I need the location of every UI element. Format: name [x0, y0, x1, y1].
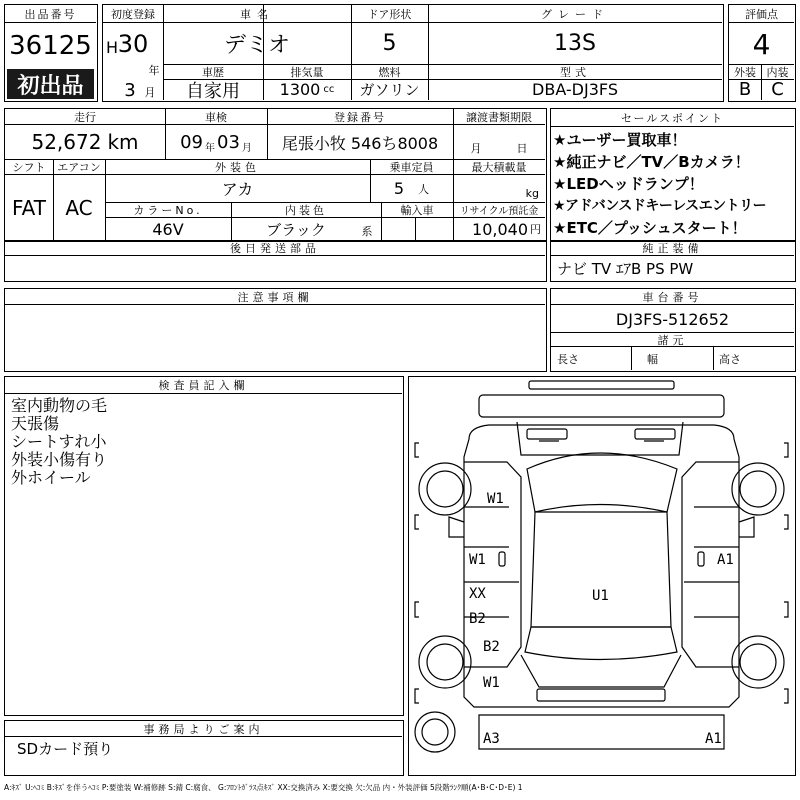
score-int: C — [771, 79, 784, 100]
inspector-line-1: 室内動物の毛 — [11, 396, 108, 415]
score-int-header: 内装 — [766, 65, 789, 79]
sales-point-3: ★LEDヘッドランプ！ — [553, 175, 704, 193]
notes-box — [4, 288, 547, 372]
mileage-value — [5, 125, 165, 159]
recycle-number: 10,040 — [472, 219, 528, 239]
legend: A:ｷｽﾞ U:ﾍｺﾐ B:ｷｽﾞを伴うﾍｺﾐ P:要塗装 W:補修跡 S:錆 C:腐食、 G:ﾌﾛﾝﾄｶﾞﾗｽ点ｷｽﾞ XX:交換済み X:要交換 欠:欠品 内・外装評価 5段階ﾗﾝｸ順(A･B･C･D･E) 1 — [4, 782, 523, 792]
inspection-year: 09 — [180, 131, 203, 153]
office-header: 事務局よりご案内 — [5, 721, 402, 737]
inspection-month-unit: 月 — [241, 142, 252, 154]
front-bumper-outline — [529, 381, 674, 389]
sales-point-4: ★アドバンスドキーレスエントリー — [553, 198, 767, 214]
model-header: 型式 — [560, 65, 590, 79]
inspector-line-5: 外ホイール — [11, 468, 91, 487]
plate-header: 登録番号 — [334, 110, 386, 124]
inspector-lines — [11, 397, 107, 487]
first-reg-month-unit: 月 — [144, 86, 156, 99]
sales-point-1: ★ユーザー買取車！ — [553, 131, 687, 149]
first-reg-era: H — [105, 37, 119, 57]
equipment-header: 純正装備 — [551, 241, 794, 256]
score-ext: B — [738, 79, 752, 100]
fuel-value: ガソリン — [359, 81, 420, 99]
first-reg-month: 3 — [124, 80, 136, 101]
equipment-box — [550, 240, 796, 282]
doors-value: 5 — [382, 30, 397, 56]
headlight-right — [635, 429, 675, 439]
transfer-month-unit: 月 — [470, 142, 482, 155]
shift-value: FAT — [11, 195, 46, 220]
recycle-unit: 円 — [530, 223, 541, 236]
inspection-header: 車検 — [205, 110, 227, 124]
capacity-value — [370, 175, 453, 202]
recycle-header: リサイクル預託金 — [459, 206, 539, 217]
transfer-header: 譲渡書類期限 — [466, 110, 532, 124]
transfer-day-unit: 日 — [516, 142, 528, 155]
chassis-box — [550, 288, 796, 372]
mileage-unit: km — [107, 130, 139, 154]
damage-w1-rear: W1 — [483, 675, 500, 691]
capacity-number: 5 — [393, 179, 405, 198]
car-diagram-box — [408, 376, 796, 776]
score-ext-header: 外装 — [734, 65, 756, 79]
spare-wheel — [415, 712, 455, 752]
office-value: SDカード預り — [17, 739, 114, 758]
max-load-unit: kg — [525, 186, 539, 200]
history-header: 車歴 — [202, 65, 224, 79]
dims-length: 長さ — [557, 353, 579, 366]
sales-points-list — [553, 129, 793, 239]
lot-number: 36125 — [9, 31, 92, 61]
first-reg-header: 初度登録 — [111, 7, 155, 21]
shift-header: シフト — [12, 160, 46, 174]
later-parts-header: 後日発送部品 — [5, 241, 545, 256]
rear-bumper — [479, 715, 724, 749]
damage-w1-front-left: W1 — [487, 491, 504, 507]
plate-value: 尾張小牧 546ち8008 — [281, 133, 439, 153]
inspector-box — [4, 376, 404, 716]
int-color-value: ブラック — [266, 220, 326, 239]
vehicle-header-box — [102, 4, 724, 102]
color-no-value: 46V — [152, 219, 184, 239]
car-diagram — [409, 377, 794, 774]
damage-a1-right: A1 — [717, 552, 734, 568]
fuel-header: 燃料 — [378, 65, 401, 79]
inspector-line-4: 外装小傷有り — [11, 450, 108, 469]
damage-b2-a: B2 — [469, 611, 486, 627]
capacity-header: 乗車定員 — [389, 160, 434, 174]
dims-height: 高さ — [719, 353, 741, 366]
inspection-value — [165, 125, 267, 159]
aircon-header: エアコン — [57, 160, 101, 174]
headlight-left — [527, 429, 567, 439]
lot-header: 出品番号 — [5, 5, 96, 23]
aircon-value: AC — [65, 195, 93, 220]
inspection-year-unit: 年 — [205, 142, 215, 154]
notes-value — [5, 306, 545, 370]
later-parts-box — [4, 240, 547, 282]
damage-a1-rear: A1 — [705, 731, 722, 747]
damage-u1: U1 — [592, 588, 609, 604]
displacement-unit: cc — [323, 84, 335, 95]
car-name: デミオ — [223, 32, 290, 58]
rear-window — [525, 627, 677, 660]
inspector-line-3: シートすれ小 — [11, 432, 107, 451]
int-color-unit: 系 — [361, 224, 373, 238]
mileage-header: 走行 — [74, 110, 96, 124]
displacement-number: 1300 — [279, 80, 321, 99]
displacement-value — [263, 79, 351, 100]
ext-color-value: アカ — [221, 180, 254, 199]
later-parts-value — [5, 257, 545, 280]
windshield — [527, 453, 677, 512]
grade-header: グレード — [541, 7, 609, 21]
details-box — [4, 108, 547, 242]
history-value: 自家用 — [186, 80, 240, 102]
import-header: 輸入車 — [400, 203, 434, 217]
displacement-header: 排気量 — [290, 65, 324, 79]
model-value: DBA-DJ3FS — [532, 80, 618, 99]
first-reg-year: 30 — [117, 30, 149, 58]
max-load-header: 最大積載量 — [471, 160, 527, 174]
inspection-month: 03 — [217, 131, 240, 153]
chassis-header: 車台番号 — [551, 289, 794, 305]
inspector-line-2: 天張傷 — [11, 414, 60, 433]
roof — [531, 512, 671, 627]
chassis-value: DJ3FS-512652 — [615, 309, 730, 329]
first-reg-year-unit: 年 — [148, 64, 160, 77]
score-value: 4 — [752, 27, 771, 61]
recycle-value — [453, 218, 545, 240]
office-box — [4, 720, 404, 776]
sales-point-2: ★純正ナビ／TV／Bカメラ！ — [553, 153, 750, 171]
color-no-header: カラーNo. — [133, 203, 203, 217]
damage-b2-b: B2 — [483, 639, 500, 655]
notes-header: 注意事項欄 — [5, 289, 545, 305]
int-color-header: 内装色 — [285, 203, 327, 217]
damage-w1-left: W1 — [469, 552, 486, 568]
score-header: 評価点 — [729, 5, 794, 23]
capacity-unit: 人 — [418, 182, 430, 196]
doors-header: ドア形状 — [367, 7, 412, 21]
ext-color-header: 外装色 — [215, 160, 260, 174]
score-box — [728, 4, 796, 102]
damage-a3: A3 — [483, 731, 500, 747]
equipment-value: ナビ TV ｴｱB PS PW — [557, 260, 694, 278]
sales-points-box — [550, 108, 796, 242]
damage-xx: XX — [469, 586, 486, 602]
grade-value: 13S — [554, 30, 596, 56]
sales-point-5: ★ETC／プッシュスタート！ — [553, 219, 747, 237]
car-name-header: 車名 — [240, 7, 274, 21]
dims-header: 諸元 — [551, 332, 794, 347]
mileage-number: 52,672 — [31, 130, 102, 154]
car-body-outline — [449, 437, 754, 702]
lot-box — [4, 4, 98, 102]
inspector-header: 検査員記入欄 — [5, 377, 402, 394]
first-listing-badge: 初出品 — [7, 69, 94, 99]
sales-points-header: セールスポイント — [551, 109, 794, 127]
front-bumper-upper — [479, 395, 724, 417]
dims-width: 幅 — [647, 353, 658, 366]
